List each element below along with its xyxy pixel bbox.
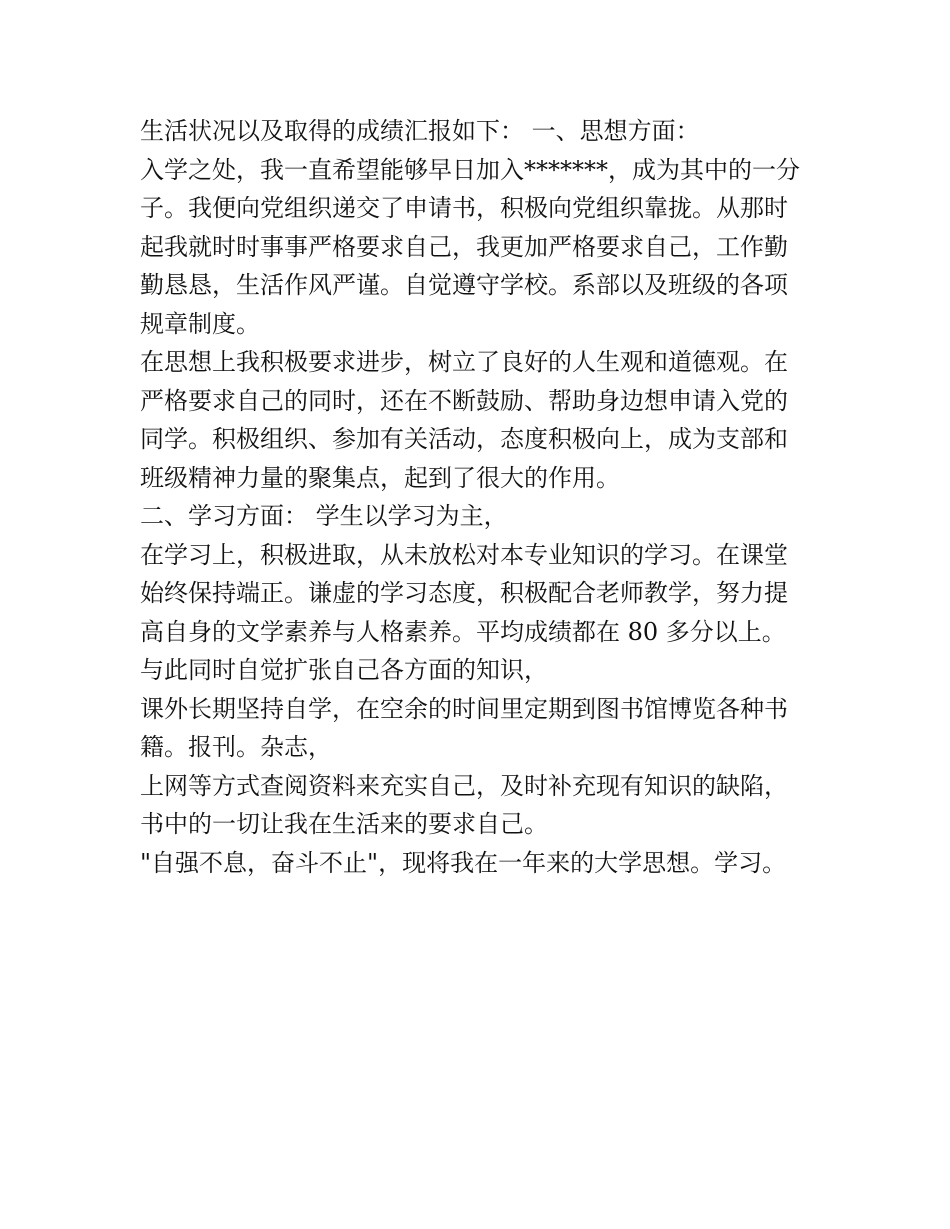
text-line: 书中的一切让我在生活来的要求自己。 — [140, 810, 548, 838]
text-line: 上网等方式查阅资料来充实自己，及时补充现有知识的缺陷， — [140, 771, 788, 800]
text-line: 入学之处，我一直希望能够早日加入*******，成为其中的一分 — [140, 155, 800, 184]
text-line: 规章制度。 — [140, 309, 260, 338]
text-line: 起我就时时事事严格要求自己，我更加严格要求自己，工作勤 — [140, 232, 788, 261]
document-body — [140, 112, 830, 882]
text-line: 课外长期坚持自学，在空余的时间里定期到图书馆博览各种书 — [140, 694, 788, 723]
text-line: 籍。报刊。杂志， — [140, 733, 332, 761]
text-line: "自强不息，奋斗不止"，现将我在一年来的大学思想。学习。 — [140, 848, 787, 877]
text-line: 始终保持端正。谦虚的学习态度，积极配合老师教学，努力提 — [140, 579, 788, 607]
text-line: 勤恳恳，生活作风严谨。自觉遵守学校。系部以及班级的各项 — [140, 271, 788, 299]
text-line: 在学习上，积极进取，从未放松对本专业知识的学习。在课堂 — [140, 540, 788, 569]
text-line: 高自身的文学素养与人格素养。平均成绩都在 80 多分以上。 — [140, 617, 786, 646]
text-line: 与此同时自觉扩张自己各方面的知识， — [140, 656, 548, 684]
text-line: 班级精神力量的聚集点，起到了很大的作用。 — [140, 463, 620, 492]
text-line: 生活状况以及取得的成绩汇报如下： 一、思想方面： — [140, 117, 700, 145]
text-line: 同学。积极组织、参加有关活动，态度积极向上，成为支部和 — [140, 425, 788, 453]
text-line: 在思想上我积极要求进步，树立了良好的人生观和道德观。在 — [140, 348, 788, 376]
text-line: 严格要求自己的同时，还在不断鼓励、帮助身边想申请入党的 — [140, 386, 788, 415]
text-line: 子。我便向党组织递交了申请书，积极向党组织靠拢。从那时 — [140, 194, 788, 222]
text-line: 二、学习方面： 学生以学习为主， — [140, 502, 508, 530]
